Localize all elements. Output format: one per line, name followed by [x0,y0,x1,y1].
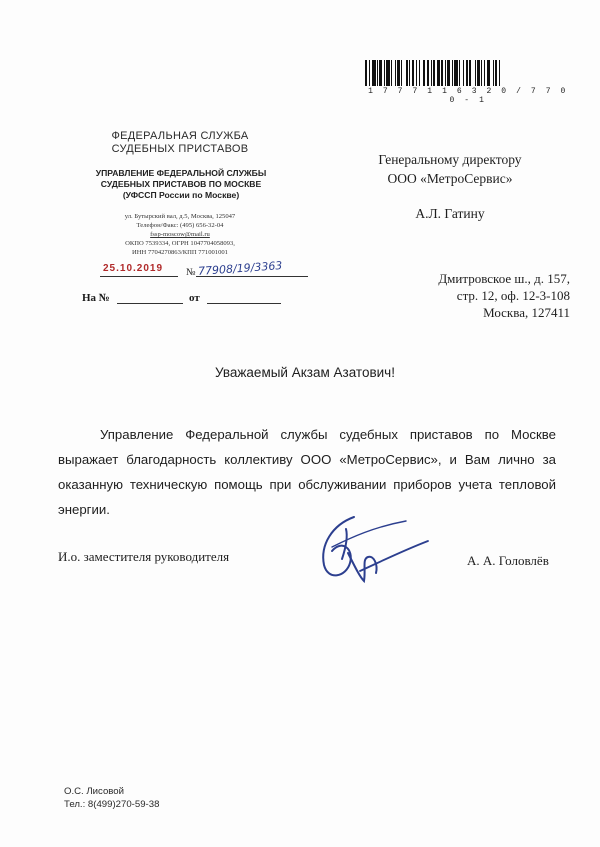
agency-inn: ИНН 7704270863/КПП 771001001 [132,249,228,256]
executor-block [64,785,159,811]
barcode-number: 1 7 7 7 1 1 6 3 2 0 / 7 7 0 0 - 1 [368,87,568,105]
agency-title-line: СУДЕБНЫХ ПРИСТАВОВ [111,143,249,155]
signatory-name: А. А. Головлёв [467,553,549,568]
agency-title-line: ФЕДЕРАЛЬНАЯ СЛУЖБА [111,130,249,142]
executor-phone: Тел.: 8(499)270-59-38 [64,799,160,810]
agency-okpo: ОКПО 7539334, ОГРН 1047704058093, [125,240,235,247]
agency-email: fssp-moscow@mail.ru [150,231,210,238]
addressee-name: А.Л. Гатину [415,206,485,221]
barcode-space [500,60,502,86]
salutation: Уважаемый Акзам Азатович! [215,365,395,380]
addressee-address [345,270,570,321]
executor-name: О.С. Лисовой [64,786,124,797]
reference-from-label: от [189,292,200,304]
handwritten-signature [302,507,432,589]
registration-number-label: № [186,267,196,278]
address-line: Москва, 127411 [483,305,570,320]
agency-title [80,130,280,156]
divider [100,276,178,277]
agency-address: ул. Бутырский вал, д.5, Москва, 125047 [124,213,236,220]
barcode [365,60,571,86]
addressee-position: Генеральному директору [378,152,522,167]
department-name [70,168,292,201]
agency-contacts [80,212,280,257]
letter-body: Управление Федеральной службы судебных приставов по Москве выражает благодарность коллективу ООО «МетроСервис», и Вам лично за оказанную техническую помощь при обслуживании приборов учета тепловой энергии. [58,427,556,517]
registration-date-stamp: 25.10.2019 [103,263,164,274]
department-line: СУДЕБНЫХ ПРИСТАВОВ ПО МОСКВЕ [100,179,262,189]
address-line: Дмитровское ш., д. 157, [438,271,570,286]
address-line: стр. 12, оф. 12-3-108 [456,288,570,303]
divider [117,303,183,304]
signatory-title: И.о. заместителя руководителя [58,549,230,564]
department-line: УПРАВЛЕНИЕ ФЕДЕРАЛЬНОЙ СЛУЖБЫ [95,168,267,178]
department-line: (УФССП России по Москве) [122,190,240,200]
divider [196,276,308,277]
agency-phone: Телефон/Факс: (495) 656-32-04 [136,222,224,229]
reference-label: На № [82,292,110,304]
addressee-block [335,150,565,188]
divider [207,303,281,304]
addressee-company: ООО «МетроСервис» [387,171,513,186]
registration-number: 77908/19/3363 [197,259,283,278]
